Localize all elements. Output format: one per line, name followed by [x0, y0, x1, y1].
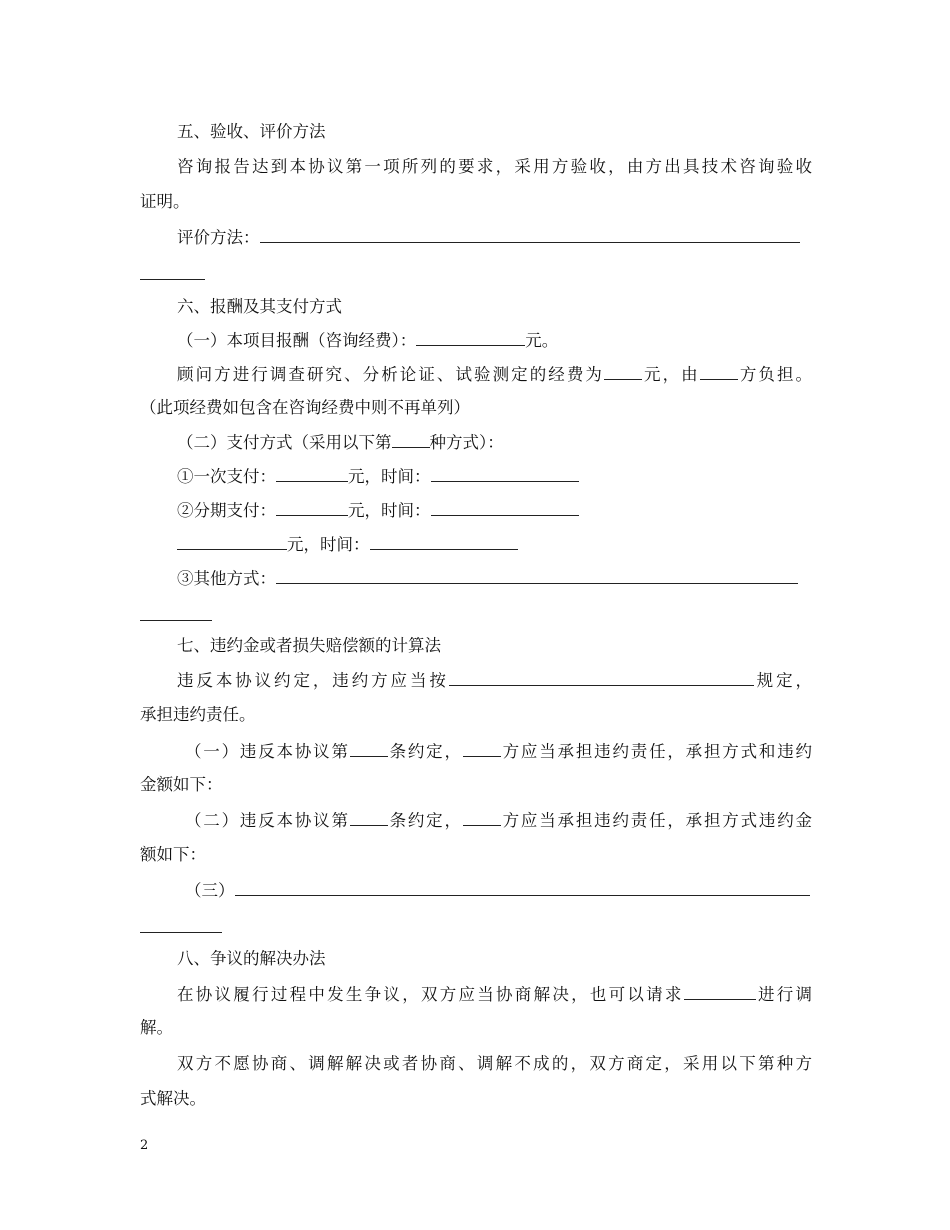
breach-clause-1-line: （一）违反本协议第 条约定， 方应当承担违约责任，承担方式和违约	[185, 742, 813, 761]
evaluation-method-line: 评价方法：	[177, 227, 812, 248]
research-fee-line: 顾问方进行调查研究、分析论证、试验测定的经费为 元，由 方负担。	[177, 365, 813, 384]
breach-clause-2-article-blank	[350, 810, 388, 826]
breach-rule-line-cont: 承担违约责任。	[140, 705, 256, 724]
fee-bearer-blank	[700, 364, 738, 380]
installment-date-blank-2	[370, 534, 518, 550]
section-5-paragraph-cont: 证明。	[140, 192, 190, 211]
breach-clause-3-blank	[235, 880, 810, 896]
research-fee-blank	[604, 364, 642, 380]
evaluation-method-blank	[260, 227, 800, 243]
evaluation-method-blank-tail	[140, 279, 205, 280]
breach-clause-2-line-cont: 额如下：	[140, 845, 206, 864]
mediator-blank	[684, 984, 756, 1000]
payment-method-blank	[392, 432, 430, 448]
section-5-paragraph: 咨询报告达到本协议第一项所列的要求，采用方验收，由方出具技术咨询验收	[177, 157, 812, 176]
breach-clause-3-blank-tail	[140, 932, 222, 933]
breach-clause-1-party-blank	[463, 741, 501, 757]
mediation-line-cont: 解。	[140, 1018, 173, 1037]
one-time-payment-line: ①一次支付： 元，时间：	[177, 466, 812, 487]
other-payment-blank	[276, 568, 798, 584]
one-time-amount-blank	[276, 466, 348, 482]
payment-method-line: （二）支付方式（采用以下第 种方式）：	[177, 433, 504, 452]
page-number: 2	[140, 1138, 149, 1153]
resolution-line-cont: 式解决。	[140, 1089, 206, 1108]
mediation-line: 在协议履行过程中发生争议，双方应当协商解决，也可以请求 进行调	[177, 985, 813, 1004]
installment-amount-blank	[276, 500, 348, 516]
section-7-heading: 七、违约金或者损失赔偿额的计算法	[177, 636, 441, 655]
breach-clause-2-line: （二）违反本协议第 条约定， 方应当承担违约责任，承担方式违约金	[185, 811, 813, 830]
breach-rule-line: 违反本协议约定，违约方应当按 规定，	[177, 671, 813, 690]
research-fee-note: （此项经费如包含在咨询经费中则不再单列）	[140, 398, 470, 417]
other-payment-line: ③其他方式：	[177, 568, 812, 589]
breach-clause-1-article-blank	[350, 741, 388, 757]
breach-clause-2-party-blank	[463, 810, 501, 826]
section-8-heading: 八、争议的解决办法	[177, 949, 326, 968]
installment-amount-blank-2	[177, 534, 287, 550]
installment-payment-line-2: 元，时间：	[177, 534, 812, 555]
fee-line: （一）本项目报酬（咨询经费）： 元。	[177, 331, 559, 350]
installment-payment-line: ②分期支付： 元，时间：	[177, 500, 812, 521]
breach-rule-blank	[449, 670, 754, 686]
installment-date-blank	[431, 500, 579, 516]
fee-amount-blank	[416, 330, 525, 346]
section-6-heading: 六、报酬及其支付方式	[177, 297, 342, 316]
section-5-heading: 五、验收、评价方法	[177, 122, 326, 141]
breach-clause-3-line: （三）	[185, 880, 812, 901]
one-time-date-blank	[431, 466, 579, 482]
other-payment-blank-tail	[140, 620, 212, 621]
breach-clause-1-line-cont: 金额如下：	[140, 775, 223, 794]
resolution-line: 双方不愿协商、调解解决或者协商、调解不成的，双方商定，采用以下第种方	[177, 1054, 812, 1073]
